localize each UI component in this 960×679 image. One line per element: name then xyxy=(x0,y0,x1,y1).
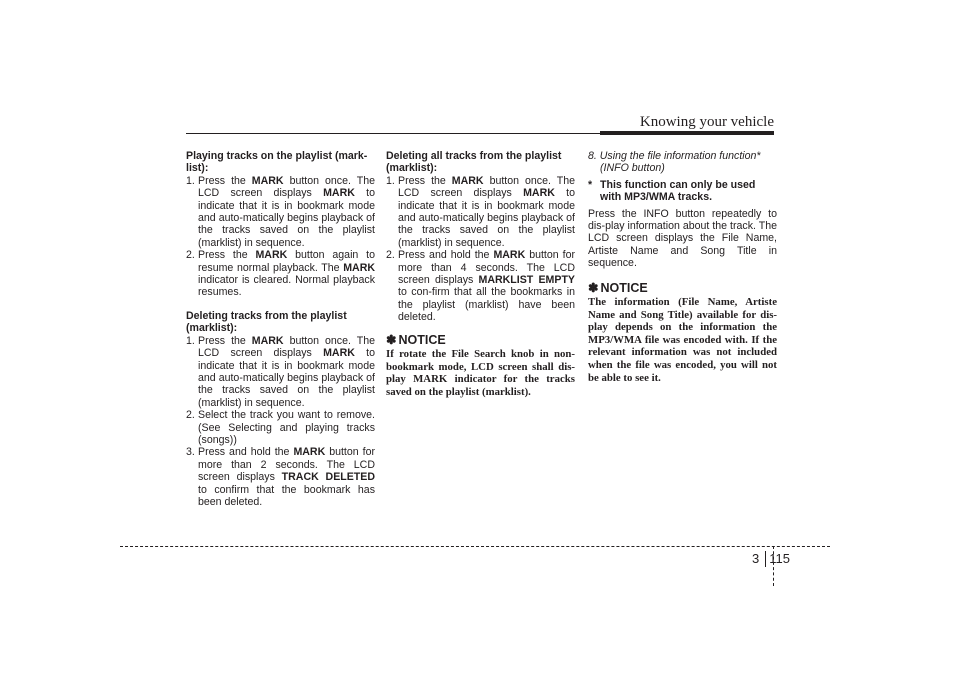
section-heading-info-button: 8. Using the file information function* (INFO button) xyxy=(588,150,761,175)
list-item: 2. Press the MARK button again to resume normal playback. The MARK indicator is cleared. Normal playback resumes. xyxy=(186,249,375,299)
running-header-title: Knowing your vehicle xyxy=(639,114,774,130)
list-item: 1. Press the MARK button once. The LCD screen displays MARK to indicate that it is in bookmark mode and auto-matically begins playback of the tracks saved on the playlist (marklist) in sequence. xyxy=(186,174,376,249)
list-deleting-all xyxy=(386,175,575,324)
notice-heading xyxy=(386,334,575,346)
section-heading-deleting-tracks: Deleting tracks from the playlist (marklist): xyxy=(186,309,347,335)
page-number-value: 115 xyxy=(769,551,790,566)
notice-icon: ✽ xyxy=(386,332,397,347)
chapter-number: 3 xyxy=(752,551,760,566)
list-item: 2. Select the track you want to remove. (See Selecting and playing tracks (songs)) xyxy=(186,409,375,446)
notice-body: The information (File Name, Artiste Name and Song Title) available for dis-play depends on the information the MP3/WMA file was encoded with. If the relevant information was not included when the file was encoded, you will not be able to see it. xyxy=(588,296,777,384)
asterisk-icon: * xyxy=(588,178,593,191)
list-item: 3. Press and hold the MARK button for more than 2 seconds. The LCD screen displays TRACK DELETED to confirm that the bookmark has been deleted. xyxy=(186,446,375,508)
footnote: * This function can only be used with MP3/WMA tracks. xyxy=(588,178,756,204)
notice-body: If rotate the File Search knob in non-bookmark mode, LCD screen shall dis-play MARK indicator for the tracks saved on the playlist (marklist). xyxy=(386,348,575,398)
notice-title: NOTICE xyxy=(398,332,446,347)
notice-heading xyxy=(588,282,777,294)
notice-icon: ✽ xyxy=(588,280,599,295)
header-rule-accent xyxy=(600,131,774,135)
info-body-text: Press the INFO button repeatedly to dis-play information about the track. The LCD screen displays the File Name, Artiste Name and Song Title in sequence. xyxy=(588,207,777,270)
list-deleting-tracks xyxy=(186,335,375,509)
column-1 xyxy=(186,150,375,508)
list-item: 1. Press the MARK button once. The LCD screen displays MARK to indicate that it is in bookmark mode and auto-matically begins playback of the tracks saved on the playlist (marklist) in sequence. xyxy=(186,334,376,409)
page-number xyxy=(752,551,790,566)
column-3 xyxy=(588,150,777,384)
page-number-divider xyxy=(765,551,766,567)
column-2 xyxy=(386,150,575,398)
footer-rule xyxy=(120,546,830,547)
section-heading-deleting-all: Deleting all tracks from the playlist (marklist): xyxy=(386,150,562,175)
section-heading-playing-marklist: Playing tracks on the playlist (mark-list): xyxy=(186,150,368,175)
list-item: 2. Press and hold the MARK button for more than 4 seconds. The LCD screen displays MARKLIST EMPTY to con-firm that all the bookmarks in the playlist (marklist) have been deleted. xyxy=(386,249,575,324)
notice-title: NOTICE xyxy=(600,280,648,295)
list-item: 1. Press the MARK button once. The LCD screen displays MARK to indicate that it is in bookmark mode and auto-matically begins playback of the tracks saved on the playlist (marklist) in sequence. xyxy=(386,174,576,249)
list-playing-marklist xyxy=(186,175,375,299)
